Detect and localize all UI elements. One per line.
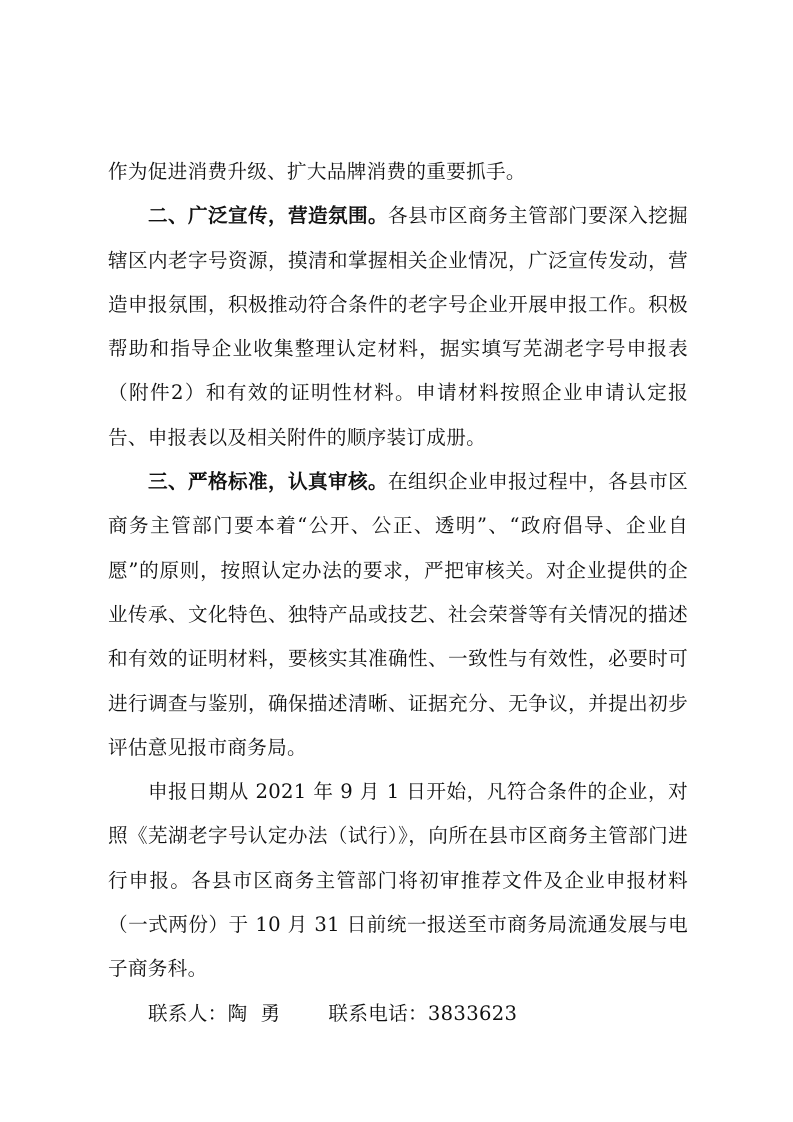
contact-phone: 联系电话：3833623: [328, 1001, 518, 1025]
contact-line: [108, 992, 688, 1036]
section-3-text: 在组织企业申报过程中，各县市区商务主管部门要本着“公开、公正、透明”、“政府倡导、企业自愿”的原则，按照认定办法的要求，严把审核关。对企业提供的企业传承、文化特色、独特产品或技艺、社会荣誉等有关情况的描述和有效的证明材料，要核实其准确性、一致性与有效性，必要时可进行调查与鉴别，确保描述清晰、证据充分、无争议，并提出初步评估意见报市商务局。: [108, 470, 688, 759]
section-2-paragraph: [108, 194, 688, 460]
section-3-heading: 三、严格标准，认真审核。: [148, 470, 389, 494]
section-2-text: 各县市区商务主管部门要深入挖掘辖区内老字号资源，摸清和掌握相关企业情况，广泛宣传发动，营造申报氛围，积极推动符合条件的老字号企业开展申报工作。积极帮助和指导企业收集整理认定材料，据实填写芜湖老字号申报表（附件2）和有效的证明性材料。申请材料按照企业申请认定报告、申报表以及相关附件的顺序装订成册。: [108, 204, 688, 449]
paragraph-continuation: 作为促进消费升级、扩大品牌消费的重要抓手。: [108, 160, 526, 183]
section-3-paragraph: [108, 460, 688, 770]
deadline-paragraph: 申报日期从 2021 年 9 月 1 日开始，凡符合条件的企业，对照《芜湖老字号认定办法（试行）》，向所在县市区商务主管部门进行申报。各县市区商务主管部门将初审推荐文件及企业申报材料（一式两份）于 10 月 31 日前统一报送至市商务局流通发展与电子商务科。: [108, 780, 688, 981]
section-2-heading: 二、广泛宣传，营造氛围。: [148, 204, 389, 228]
contact-person: 联系人：陶 勇: [148, 1001, 281, 1025]
document-body: [108, 150, 688, 1036]
